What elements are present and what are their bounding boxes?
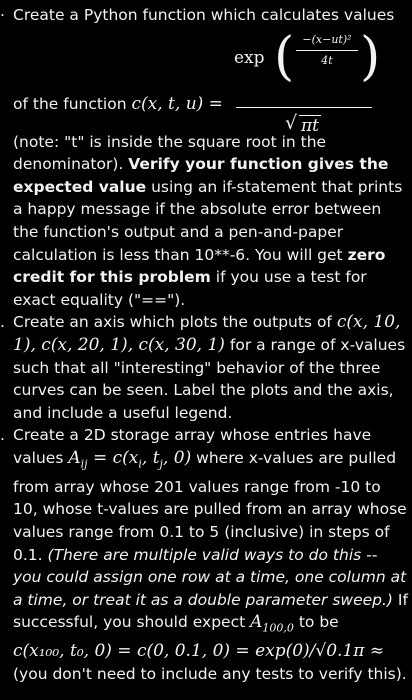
item3-line1: Create a 2D storage array whose entries have [13, 426, 372, 445]
item2-line1: Create an axis which plots the outputs of [13, 313, 332, 332]
array-subscript: ij [80, 457, 88, 471]
expected-entry [250, 612, 294, 635]
exp-label: exp [234, 47, 265, 68]
x-subscript: i [138, 457, 142, 471]
problem-item-2 [0, 311, 412, 424]
final-equation: c(x₁₀₀, t₀, 0) = c(0, 0.1, 0) = exp(0)/√0.1π ≈ [13, 641, 385, 662]
array-end: , 0) [162, 447, 192, 468]
array-symbol: A [68, 447, 81, 468]
item2-rest: for a range of x-values such that all "interesting" behavior of the three curves can be seen. Label the plots and the axis, and include a useful legend. [13, 335, 406, 422]
item1-note: (note: "t" is inside the square root in the denominator). [13, 132, 327, 174]
array-mid: , t [141, 447, 160, 468]
problem-item-3 [0, 424, 412, 685]
after-array-text: where x-values are [196, 448, 344, 467]
equation-lhs [13, 93, 223, 116]
equation-fraction [228, 26, 381, 136]
exponent-fraction [296, 33, 358, 68]
gaussian-equation [0, 26, 412, 136]
to-be-text: to be [298, 613, 339, 632]
bullet-marker: . [0, 2, 5, 20]
of-the-function-text: of the function [13, 94, 127, 113]
radical-sign: √ [284, 111, 298, 134]
item1-body [0, 131, 412, 312]
function-signature: c(x, t, u) = [131, 93, 223, 114]
exponent-bar [296, 50, 358, 51]
sqrt-content: πt [300, 115, 319, 136]
item3-closing: (you don't need to include any tests to verify this). [13, 665, 407, 684]
exponent-numerator: −(x−ut)² [302, 32, 352, 46]
array-definition [68, 447, 192, 471]
zero-credit-details: if you use a test for exact equality ("=="). [13, 268, 367, 309]
problem-item-1 [0, 0, 412, 27]
item3-text-b: If successful, you should expect [13, 590, 408, 632]
expected-symbol: A [250, 612, 263, 633]
verify-instruction: Verify your function gives the expected value [13, 155, 389, 196]
array-eq: = c(x [92, 447, 139, 468]
left-paren: ( [274, 26, 295, 87]
expected-subscript: 100,0 [262, 621, 294, 635]
item3-italic-note: (There are multiple valid ways to do this -- you could assign one row at a time, one column at a time, or treat it as a double parameter sweep.) [13, 545, 407, 609]
function-calls: c(x, 10, 1), c(x, 20, 1), c(x, 30, 1) [13, 312, 401, 355]
fraction-bar [236, 107, 372, 108]
verify-details: using an if-statement that prints a happy message if the absolute error between the function's output and a pen-and-paper calculation is less than 10**-6. You will get [13, 177, 403, 264]
right-paren: ) [360, 26, 381, 87]
bullet-marker: . [0, 426, 5, 445]
fraction-numerator [228, 26, 381, 101]
bullet-marker: . [0, 313, 5, 332]
zero-credit-warning: zero credit for this problem [13, 245, 386, 287]
exponent-denominator: 4t [321, 53, 333, 67]
item1-line1: Create a Python function which calculates values [13, 6, 395, 24]
values-label: values [13, 448, 64, 467]
t-subscript: j [159, 457, 163, 471]
item3-text-a: pulled from array whose 201 values range from -10 to 10, whose t-values are pulled from an array whose values range from 0.1 to 5 (inclusive) in steps of 0.1. [13, 448, 407, 564]
